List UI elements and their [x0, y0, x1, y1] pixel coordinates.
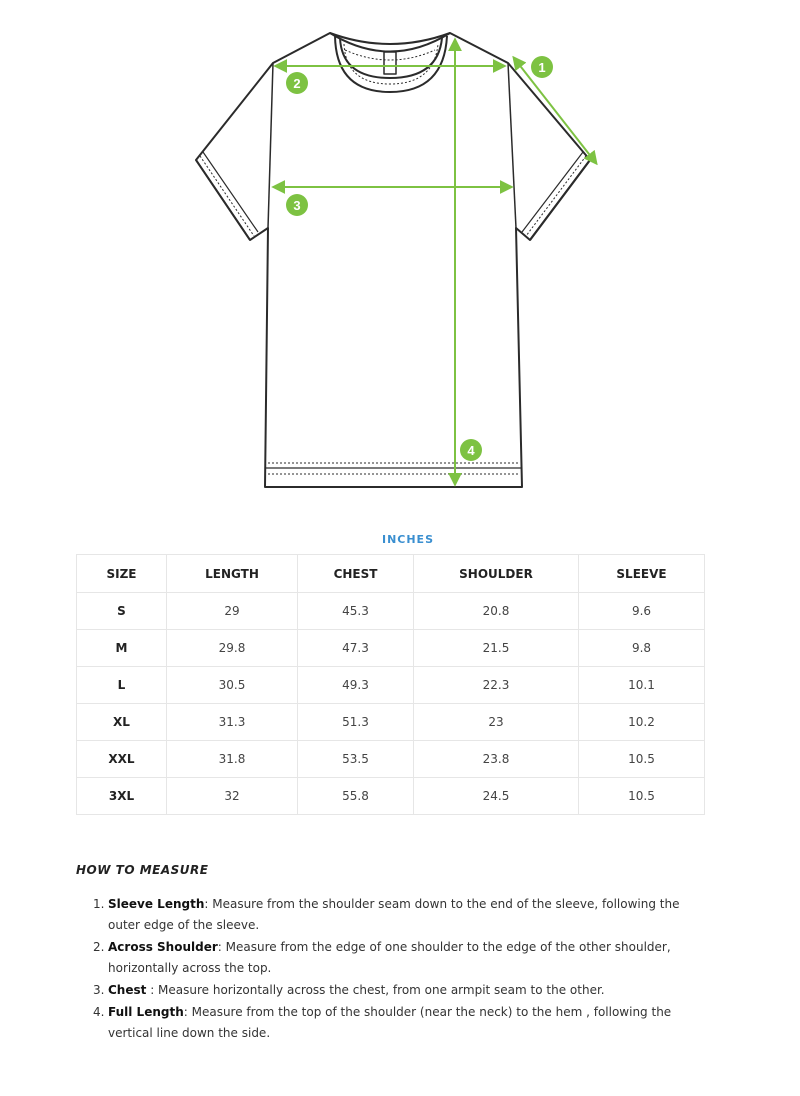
sleeve-cell: 9.6 [579, 593, 705, 630]
size-cell: L [77, 667, 167, 704]
length-cell: 30.5 [167, 667, 298, 704]
table-row [77, 593, 705, 630]
table-row [77, 667, 705, 704]
length-cell: 31.8 [167, 741, 298, 778]
step-term: Across Shoulder [108, 940, 218, 954]
stitching [200, 44, 586, 474]
chest-cell: 55.8 [298, 778, 414, 815]
svg-text:4: 4 [467, 443, 475, 458]
header-sleeve: SLEEVE [579, 555, 705, 593]
svg-text:2: 2 [293, 76, 301, 91]
length-cell: 32 [167, 778, 298, 815]
measurement-lines [274, 40, 596, 484]
measure-steps-list [93, 894, 688, 1045]
size-cell: M [77, 630, 167, 667]
step-separator: : [183, 1005, 188, 1019]
step-number: 2. [93, 940, 105, 954]
step-number: 3. [93, 983, 105, 997]
length-cell: 29 [167, 593, 298, 630]
units-label: INCHES [381, 533, 434, 546]
step-text: Measure horizontally across the chest, from one armpit seam to the other. [154, 983, 605, 997]
how-to-measure-title: HOW TO MEASURE [76, 863, 209, 877]
chest-cell: 49.3 [298, 667, 414, 704]
chest-cell: 53.5 [298, 741, 414, 778]
chest-cell: 47.3 [298, 630, 414, 667]
shoulder-cell: 20.8 [414, 593, 579, 630]
table-row [77, 778, 705, 815]
marker-1 [531, 56, 553, 78]
shoulder-cell: 22.3 [414, 667, 579, 704]
list-item [93, 937, 688, 979]
sleeve-cell: 9.8 [579, 630, 705, 667]
marker-3 [286, 194, 308, 216]
step-text: Measure from the edge of one shoulder to the edge of the other shoulder, horizontally across the top. [108, 940, 671, 975]
table-row [77, 704, 705, 741]
list-item [93, 980, 688, 1001]
step-term: Chest [108, 983, 147, 997]
list-item [93, 1002, 688, 1044]
svg-text:3: 3 [293, 198, 301, 213]
length-cell: 29.8 [167, 630, 298, 667]
step-number: 1. [93, 897, 105, 911]
marker-4 [460, 439, 482, 461]
shoulder-cell: 24.5 [414, 778, 579, 815]
step-separator: : [146, 983, 155, 997]
list-item [93, 894, 688, 936]
shoulder-cell: 21.5 [414, 630, 579, 667]
size-cell: XXL [77, 741, 167, 778]
size-cell: 3XL [77, 778, 167, 815]
size-cell: XL [77, 704, 167, 741]
table-row [77, 630, 705, 667]
step-term: Sleeve Length [108, 897, 205, 911]
sleeve-cell: 10.2 [579, 704, 705, 741]
length-cell: 31.3 [167, 704, 298, 741]
sleeve-length-line [514, 58, 596, 163]
table-row [77, 741, 705, 778]
tshirt-outline [196, 33, 590, 487]
step-separator: : [204, 897, 209, 911]
step-number: 4. [93, 1005, 105, 1019]
chest-cell: 45.3 [298, 593, 414, 630]
sleeve-cell: 10.1 [579, 667, 705, 704]
step-text: Measure from the shoulder seam down to the end of the sleeve, following the outer edge of the sleeve. [108, 897, 680, 932]
step-term: Full Length [108, 1005, 184, 1019]
chest-cell: 51.3 [298, 704, 414, 741]
table-header-row [77, 555, 705, 593]
header-size: SIZE [77, 555, 167, 593]
sleeve-cell: 10.5 [579, 741, 705, 778]
header-chest: CHEST [298, 555, 414, 593]
size-cell: S [77, 593, 167, 630]
sleeve-cell: 10.5 [579, 778, 705, 815]
svg-text:1: 1 [538, 60, 546, 75]
marker-2 [286, 72, 308, 94]
header-length: LENGTH [167, 555, 298, 593]
step-text: Measure from the top of the shoulder (near the neck) to the hem , following the vertical line down the side. [108, 1005, 672, 1040]
header-shoulder: SHOULDER [414, 555, 579, 593]
size-chart-table [76, 554, 705, 815]
tshirt-measurement-diagram [0, 0, 800, 500]
shoulder-cell: 23.8 [414, 741, 579, 778]
shoulder-cell: 23 [414, 704, 579, 741]
step-separator: : [217, 940, 222, 954]
